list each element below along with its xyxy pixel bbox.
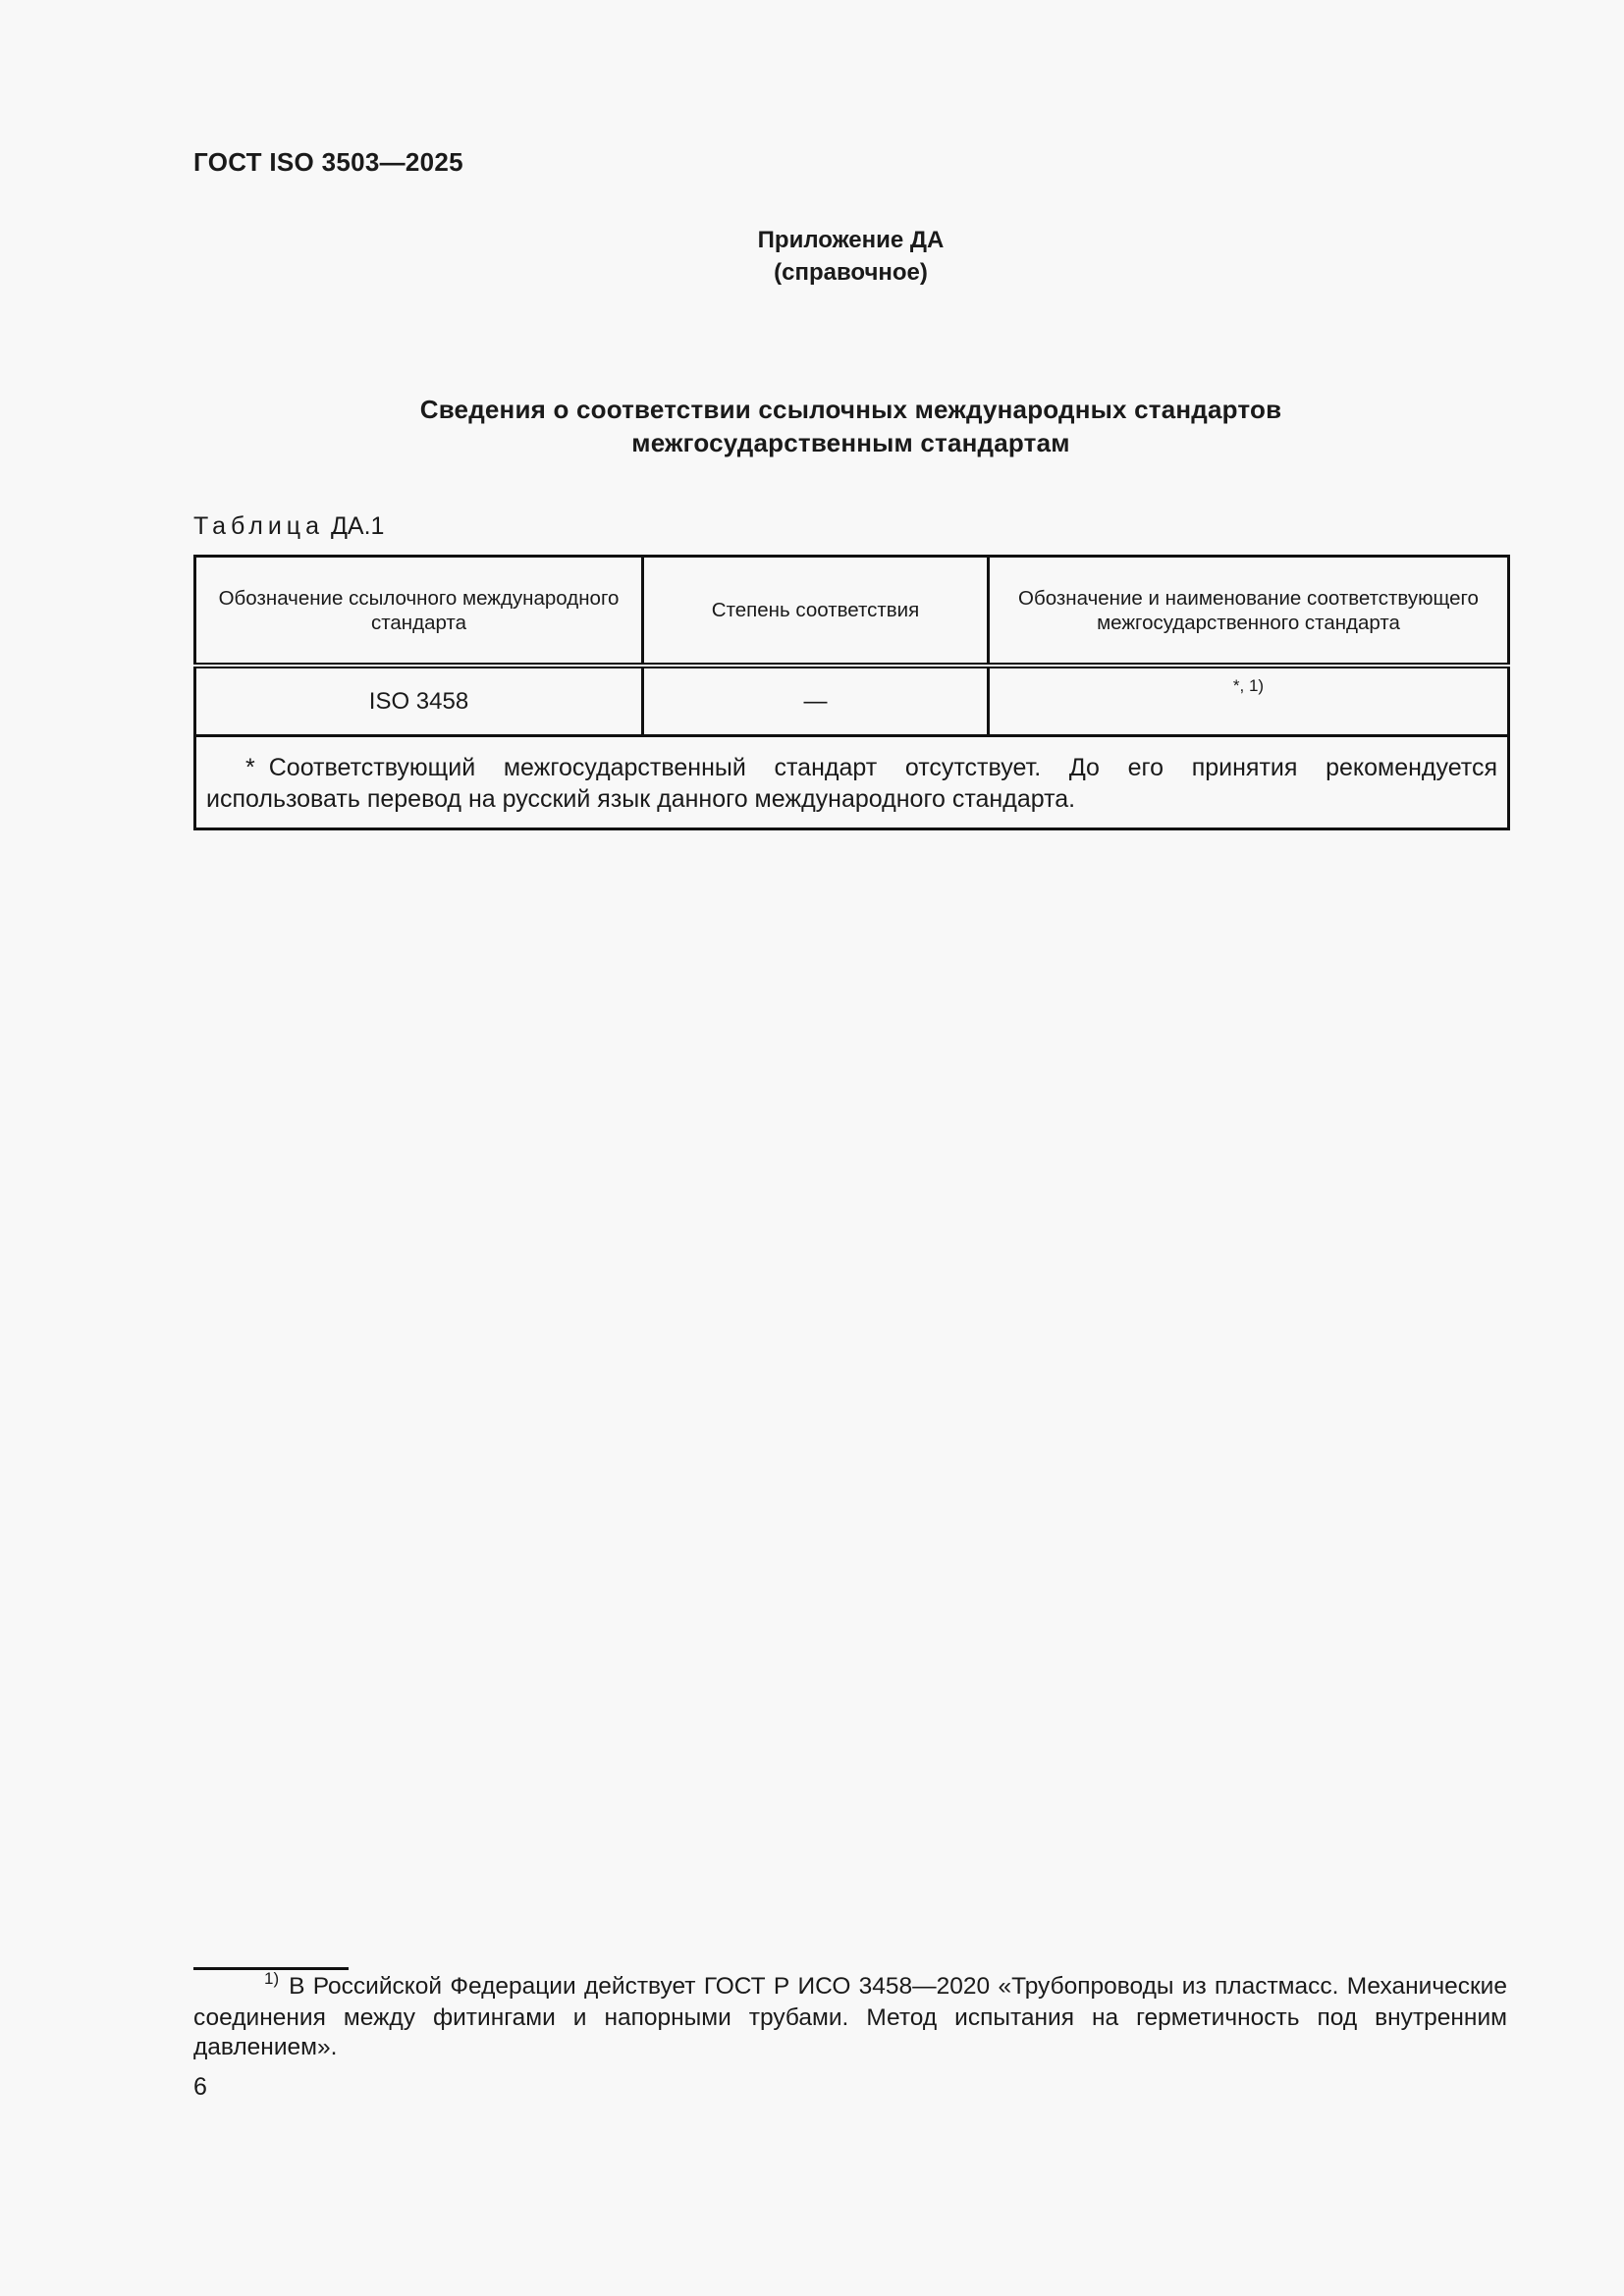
- header-degree-of-conformity: Степень соответствия: [643, 557, 989, 667]
- footnote-reference: *, 1): [1232, 676, 1265, 695]
- header-interstate-standard: Обозначение и наименование соответствующего межгосударственного стандарта: [989, 557, 1509, 667]
- document-code: ГОСТ ISO 3503—2025: [193, 147, 463, 177]
- table-header-row: [195, 557, 1509, 667]
- footnote: [193, 1969, 1507, 2062]
- section-title: [0, 393, 1624, 459]
- section-title-line2: межгосударственным стандартам: [631, 428, 1070, 457]
- cell-standard: ISO 3458: [195, 666, 643, 736]
- table-note-row: [195, 736, 1509, 829]
- annex-kind: (справочное): [774, 259, 928, 286]
- table-caption: [193, 512, 384, 541]
- page-number: 6: [193, 2073, 207, 2101]
- cell-interstate-ref: [989, 666, 1509, 736]
- annex-title: Приложение ДА: [757, 227, 945, 253]
- note-marker: *: [245, 754, 255, 781]
- cell-degree: —: [643, 666, 989, 736]
- section-title-line1: Сведения о соответствии ссылочных международных стандартов: [419, 395, 1282, 424]
- table-caption-label: Таблица: [193, 512, 325, 540]
- header-international-standard: Обозначение ссылочного международного стандарта: [195, 557, 643, 667]
- footnote-marker: 1): [264, 1969, 280, 1988]
- table-note: [195, 736, 1509, 829]
- reference-standards-table: [193, 555, 1510, 830]
- table-row: [195, 666, 1509, 736]
- table-caption-number: ДА.1: [330, 512, 385, 540]
- annex-heading: [0, 224, 1624, 289]
- note-text: Соответствующий межгосударственный стандарт отсутствует. До его принятия рекомендуется использовать перевод на русский язык данного международного стандарта.: [206, 754, 1497, 813]
- footnote-text: В Российской Федерации действует ГОСТ Р ИСО 3458—2020 «Трубопроводы из пластмасс. Механические соединения между фитингами и напорными трубами. Метод испытания на герметичность под внутренним давлением».: [193, 1973, 1507, 2060]
